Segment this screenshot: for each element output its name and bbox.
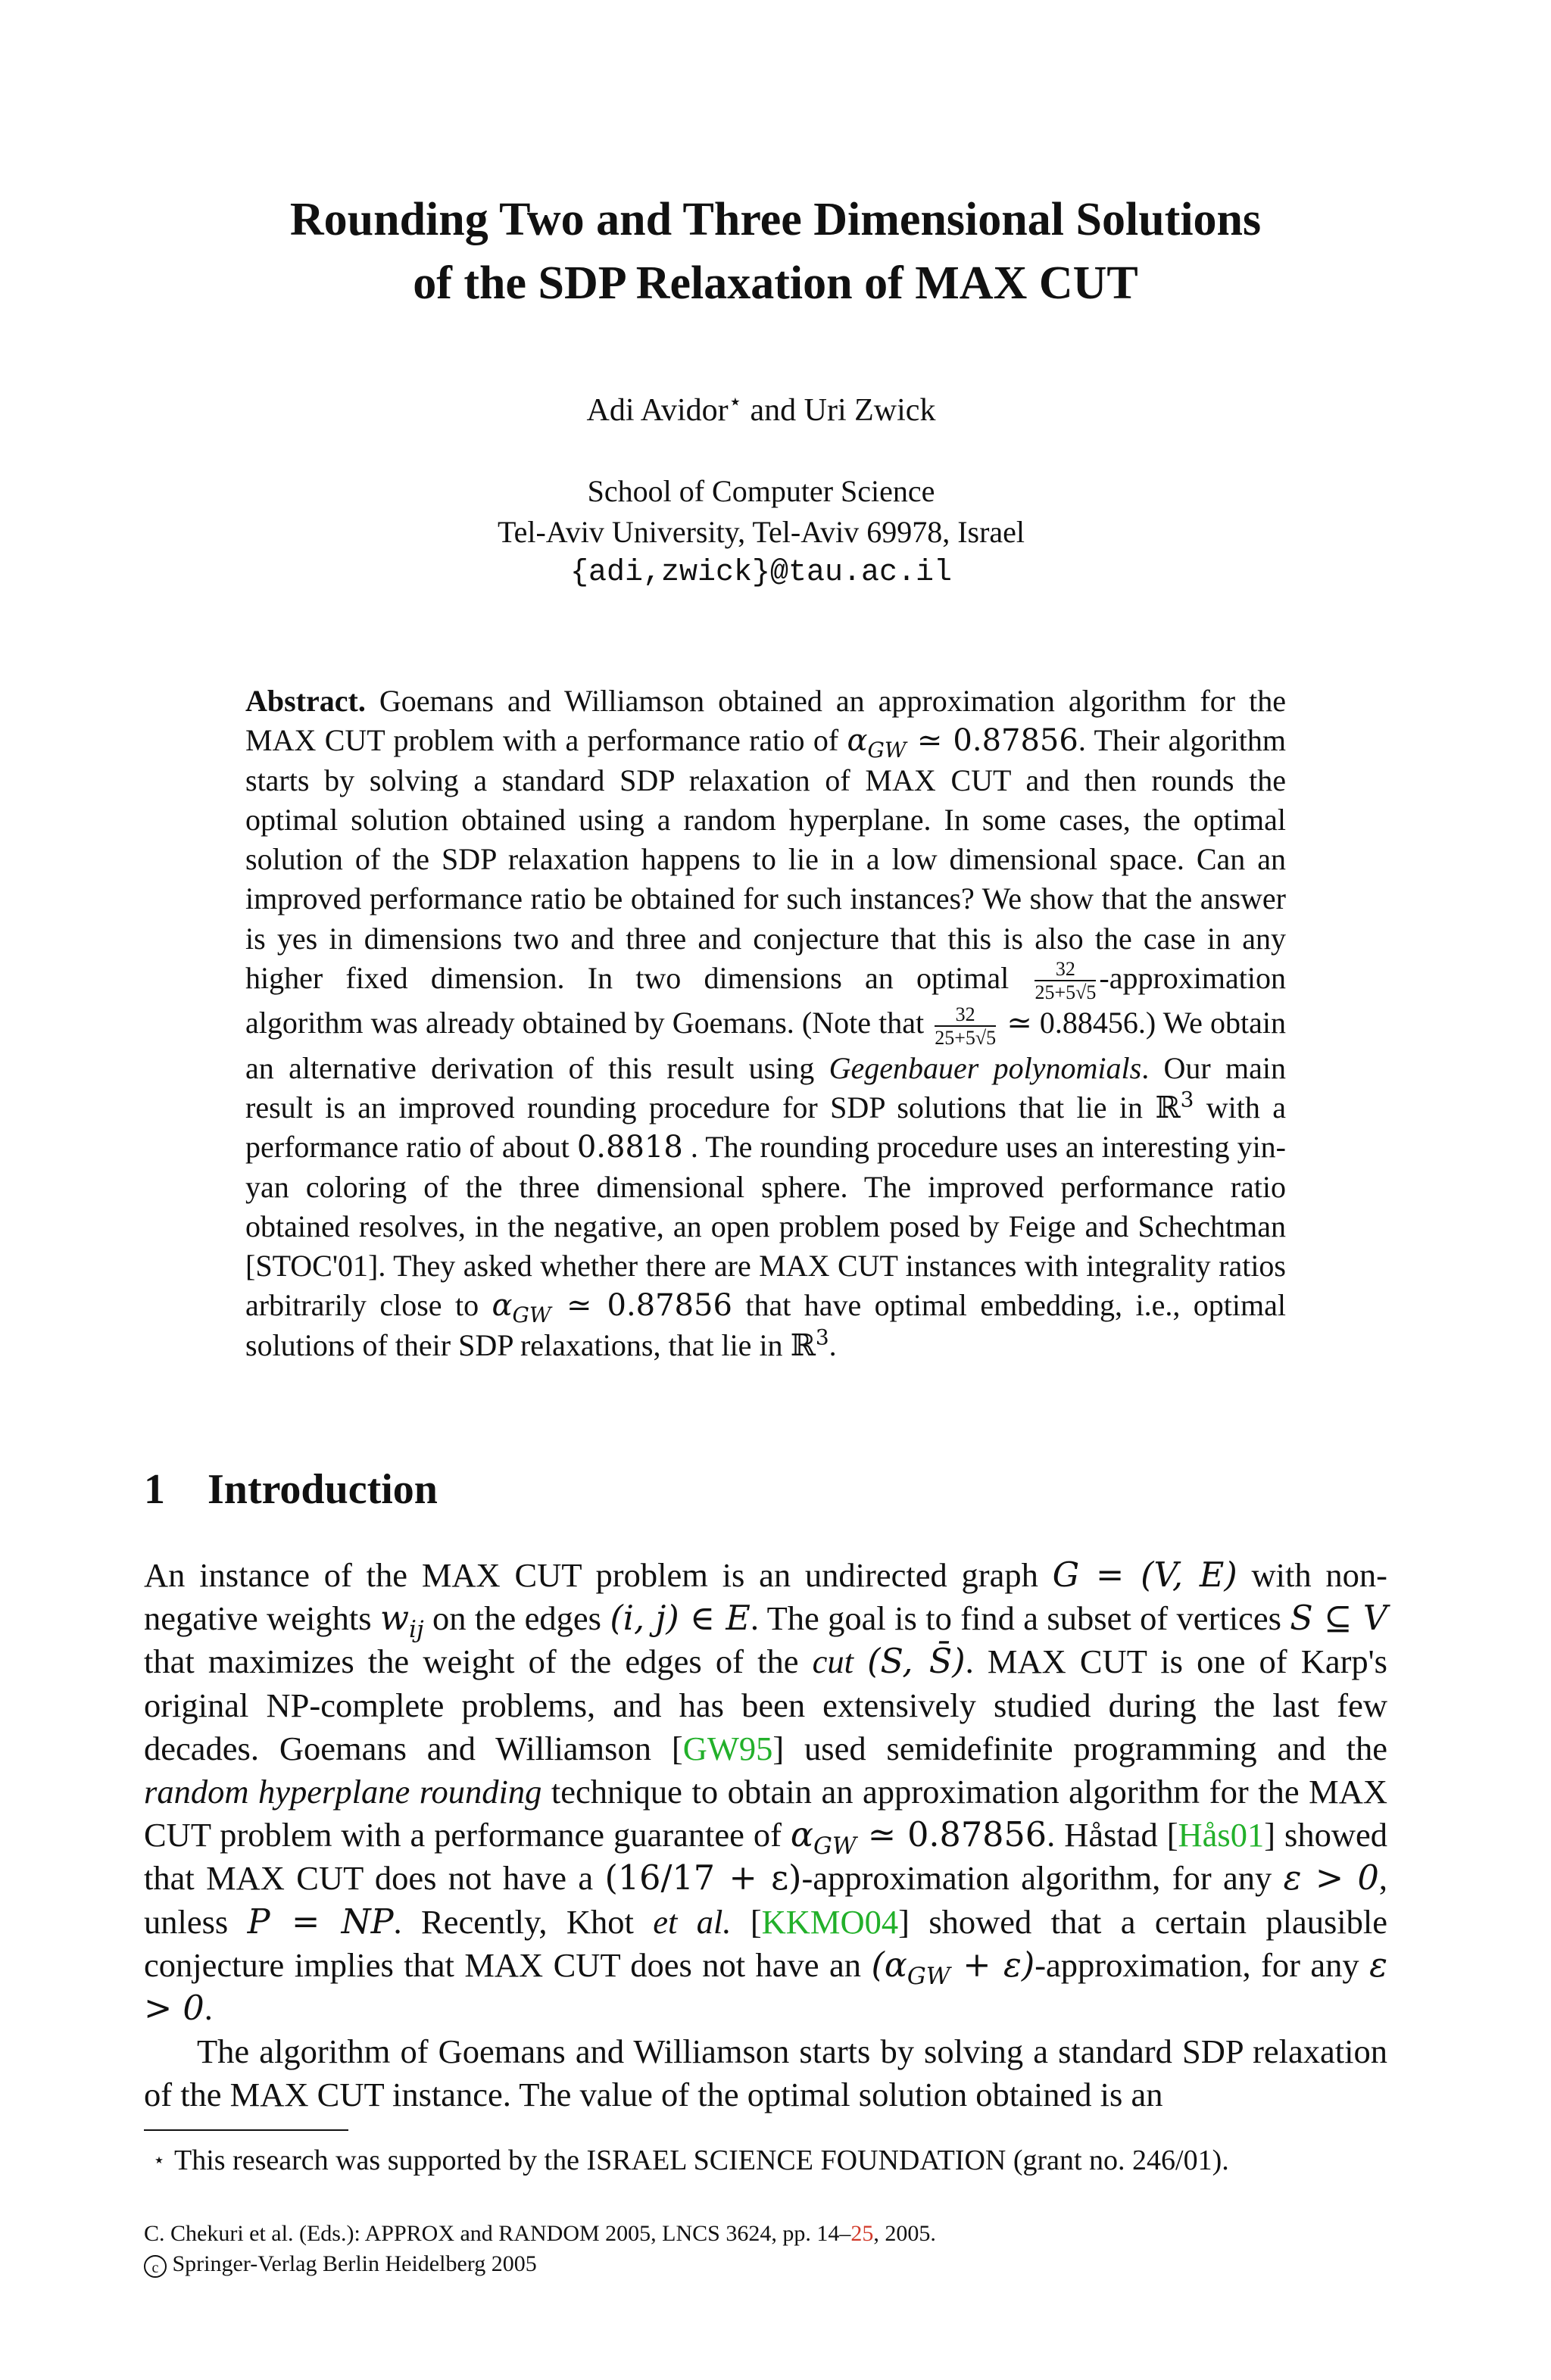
publication-info (144, 2219, 936, 2279)
abstract-text: -approximation algorithm was already obtained by Goemans. (Note that (245, 961, 1286, 1040)
footnote (144, 2141, 1229, 2179)
author-footnote-marker: ⋆ (728, 390, 743, 414)
ratio-value: 0.8818 (576, 1130, 683, 1165)
approx-value: ≃ 0.87856 (551, 1288, 732, 1324)
paper-title-line-1: Rounding Two and Three Dimensional Solutions (289, 194, 1262, 245)
abstract-text: that have optimal embedding, i.e., optimal solutions of their SDP relaxations, that lie in (245, 1288, 1286, 1362)
citation-link-kkmo04[interactable]: KKMO04 (761, 1902, 899, 1941)
footnote-rule (144, 2129, 348, 2131)
abstract-label: Abstract. (245, 684, 366, 718)
section-title: Introduction (208, 1466, 438, 1513)
author-name-avidor: Adi Avidor (586, 393, 729, 428)
intro-paragraph-1: An instance of the MAX CUT problem is an undirected graph G = (V, E) with non-negative weights $w_{ij}$ on the edges (i, j) ∈ E. The goal is to find a subset of vertices S ⊆ V that maximizes the weight of the edges of the cut (S, S̄). MAX CUT is one of Karp's original NP-complete problems, and has been extensively studied during the last few decades. Goemans and Williamson [GW95] used semidefinite programming and the random hyperplane rounding technique to obtain an approximation algorithm for the MAX CUT problem with a performance guarantee of $\alpha_{GW}$ ≃ 0.87856. Håstad [Hås01] showed that MAX CUT does not have a (16/17 + ε)-approximation algorithm, for any ε > 0, unless P = NP. Recently, Khot et al. [KKMO04] showed that a certain plausible conjecture implies that MAX CUT does not have an ($\alpha_{GW}$ + ε)-approximation, for any ε > 0. (144, 1556, 1388, 2029)
footnote-marker: ⋆ (152, 2149, 166, 2171)
abstract-text: with a performance ratio of about (245, 1090, 1286, 1165)
copyright-icon: c (144, 2255, 167, 2278)
author-email: {adi,zwick}@tau.ac.il (570, 556, 953, 590)
abstract (245, 682, 1286, 1365)
author-name-zwick: and Uri Zwick (742, 393, 936, 428)
fraction-32-over-25-plus-5-root-5: $\frac{32}{25+5√5}$ (1035, 958, 1097, 1004)
citation-link-gw95[interactable]: GW95 (682, 1729, 773, 1767)
affiliation-school: School of Computer Science (587, 474, 935, 508)
abstract-text: . Their algorithm starts by solving a standard SDP relaxation of MAX CUT and then rounds the optimal solution obtained using a random hyperplane. In some cases, the optimal solution of the SDP relaxation happens to lie in a low dimensional space. Can an improved performance ratio be obtained for such instances? We show that the answer is yes in dimensions two and three and conjecture that this is also the case in any higher fixed dimension. In two dimensions an optimal (245, 723, 1287, 996)
abstract-text: . (829, 1327, 837, 1362)
alpha-gw-symbol: $\alpha_{GW}$ (847, 723, 907, 763)
affiliation-university: Tel-Aviv University, Tel-Aviv 69978, Israel (497, 515, 1025, 549)
r3-symbol: ℝ$^3$ (1155, 1087, 1194, 1125)
introduction-body (144, 1554, 1387, 2117)
citation-link-has01[interactable]: Hås01 (1178, 1816, 1265, 1854)
paper-title-line-2: of the SDP Relaxation of MAX CUT (413, 257, 1138, 309)
fraction-32-over-25-plus-5-root-5: $\frac{32}{25+5√5}$ (935, 1003, 997, 1049)
gegenbauer-emphasis: Gegenbauer polynomials (829, 1050, 1142, 1085)
footnote-text: This research was supported by the ISRAEL SCIENCE FOUNDATION (grant no. 246/01). (174, 2144, 1229, 2176)
abstract-text: . The rounding procedure uses an interesting yin-yan coloring of the three dimensional sphere. The improved performance ratio obtained resolves, in the negative, an open problem posed by Feige and Schechtman [STOC'01]. They asked whether there are MAX CUT instances with integrality ratios arbitrarily close to (245, 1130, 1286, 1323)
publication-citation: C. Chekuri et al. (Eds.): APPROX and RANDOM 2005, LNCS 3624, pp. 14–25, 2005. (144, 2221, 936, 2246)
last-page-link[interactable]: 25 (850, 2221, 874, 2246)
alpha-gw-symbol: $\alpha_{GW}$ (492, 1288, 551, 1328)
r3-symbol: ℝ$^3$ (790, 1324, 829, 1363)
approx-value: ≃ 0.87856 (906, 723, 1078, 759)
publication-copyright: c Springer-Verlag Berlin Heidelberg 2005 (144, 2249, 936, 2279)
section-number: 1 (144, 1466, 165, 1513)
intro-paragraph-2: The algorithm of Goemans and Williamson starts by solving a standard SDP relaxation of the MAX CUT instance. The value of the optimal solution obtained is an (144, 2032, 1387, 2114)
abstract-text: Goemans and Williamson obtained an approximation algorithm for the MAX CUT problem with a performance ratio of (245, 684, 1286, 758)
abstract-text: . Our main result is an improved rounding procedure for SDP solutions that lie in (245, 1050, 1287, 1124)
author-list (0, 392, 1522, 429)
abstract-text: ≃ 0.88456.) We obtain an alternative derivation of this result using (245, 1006, 1286, 1085)
section-heading (144, 1465, 438, 1514)
